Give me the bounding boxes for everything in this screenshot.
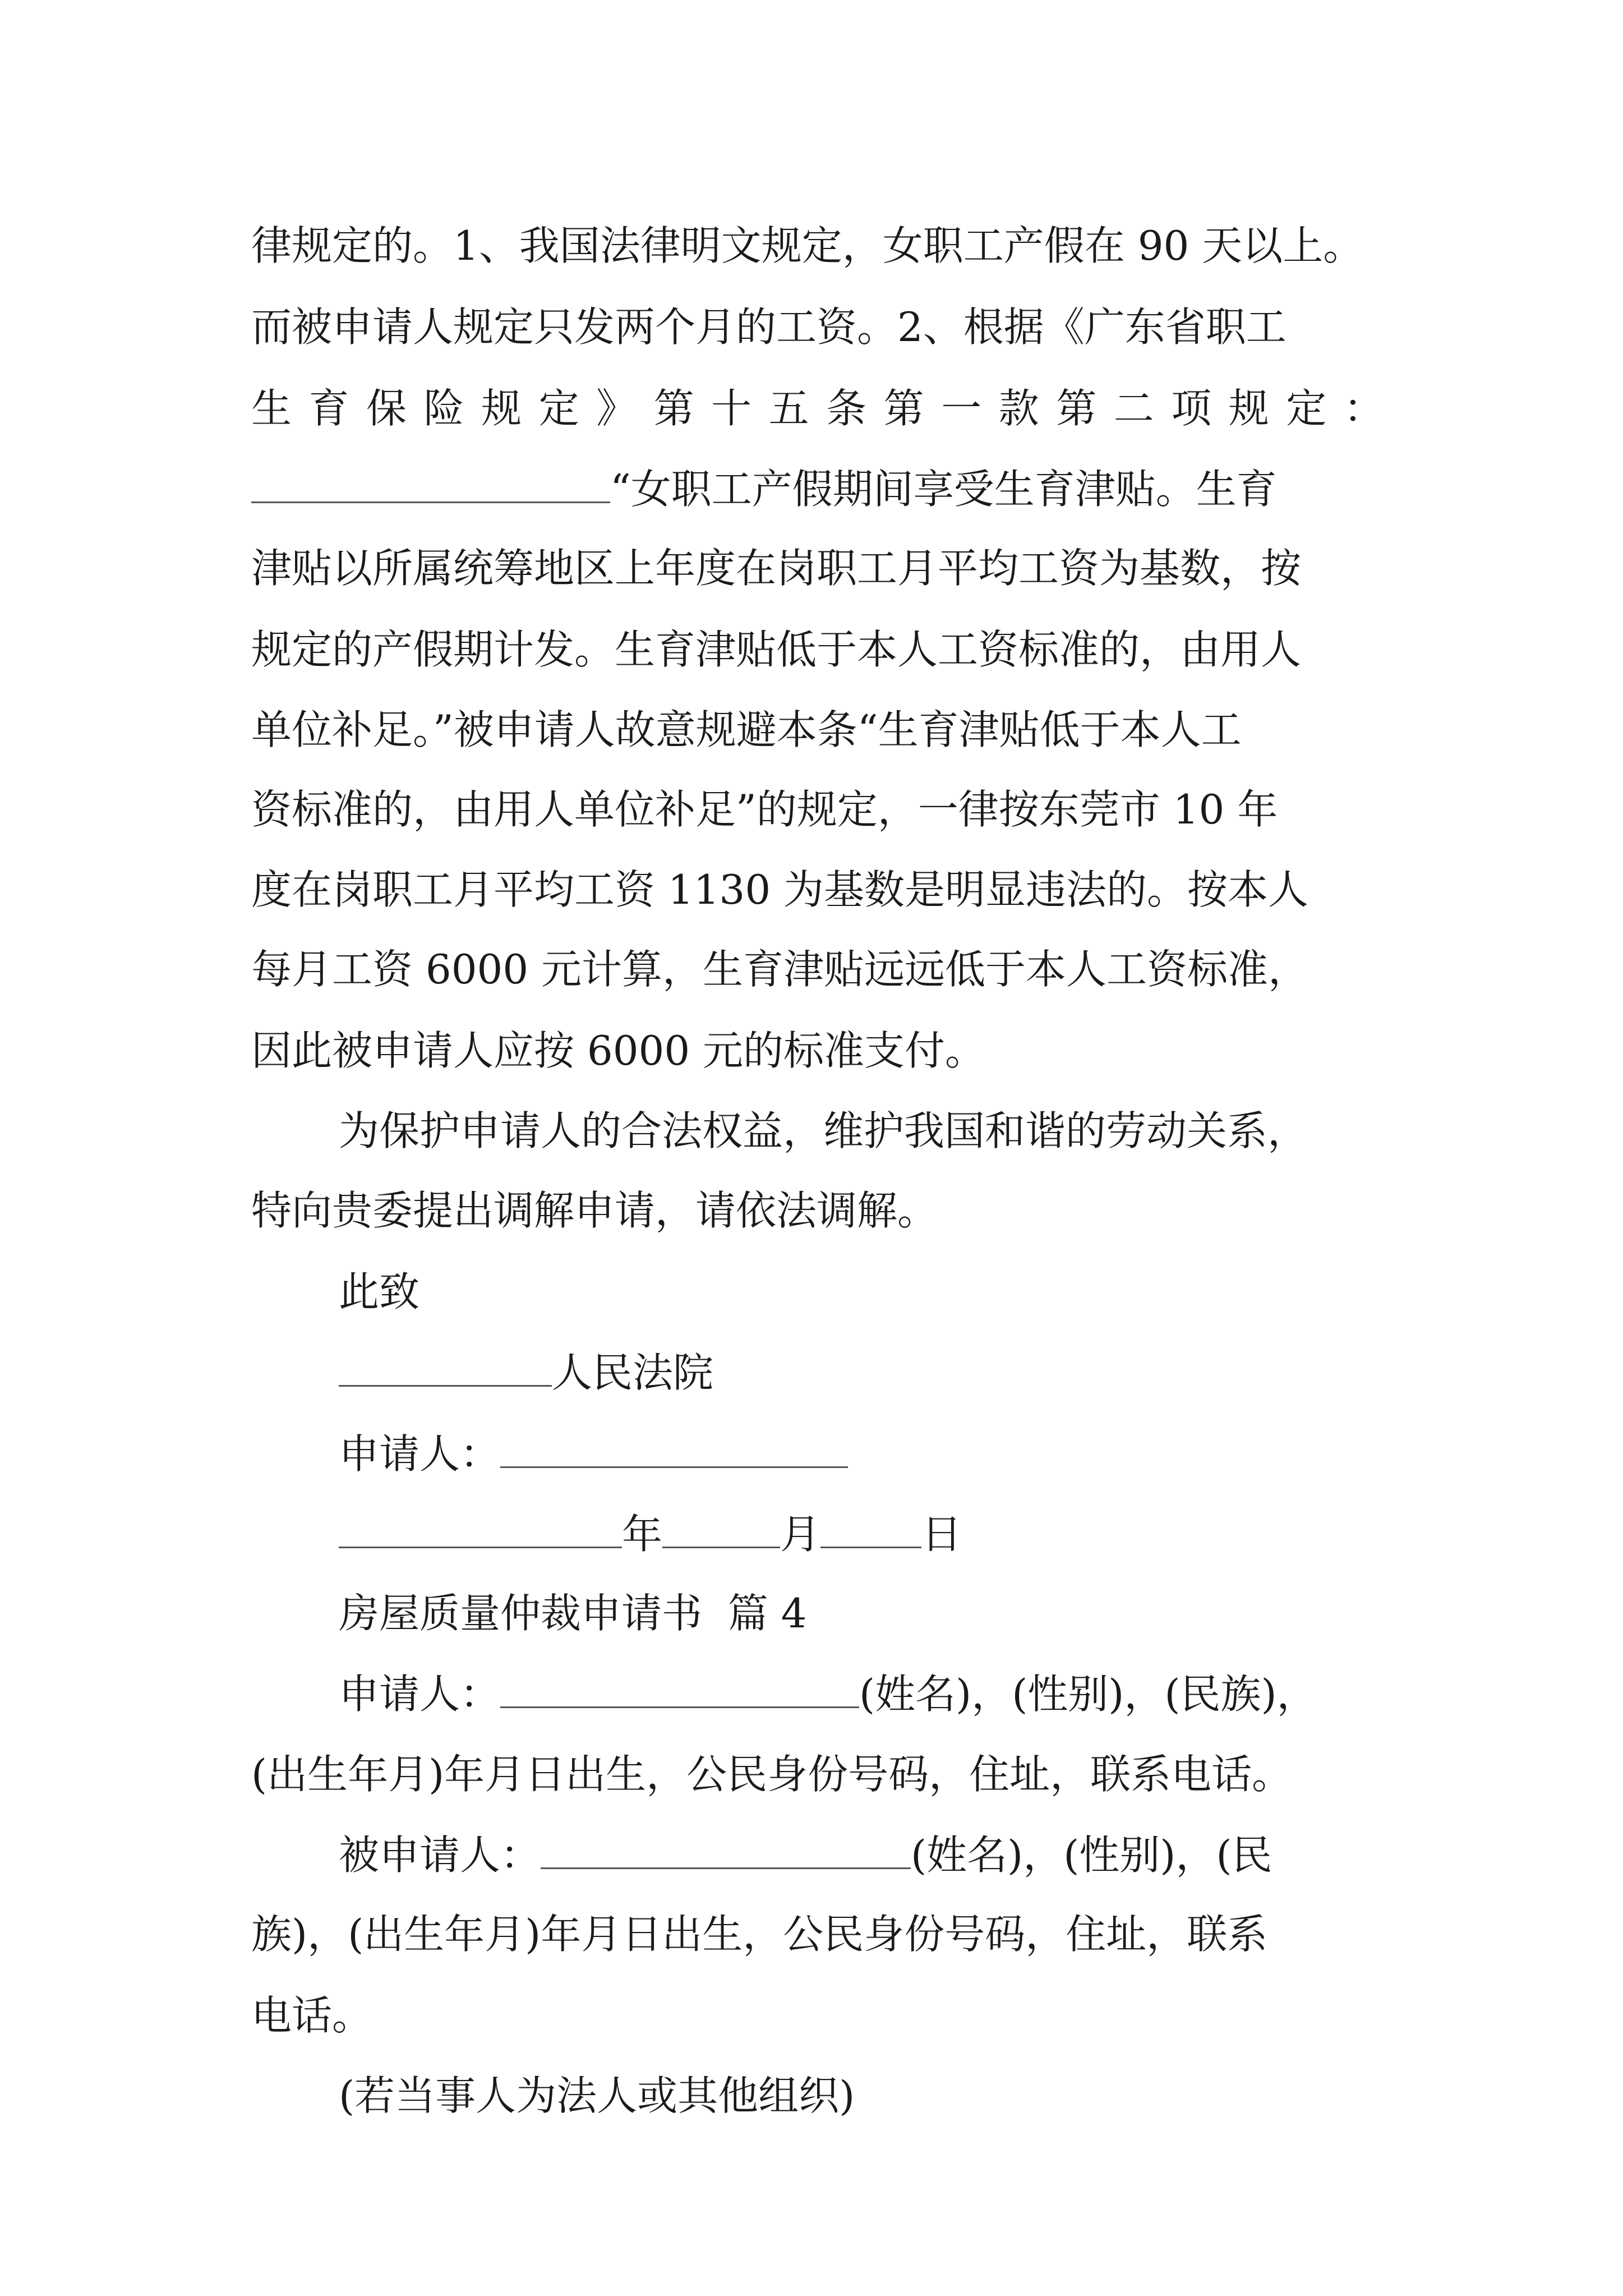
paragraph-line: 而被申请人规定只发两个月的工资。2、根据《广东省职工 [251, 303, 1287, 351]
respondent-label: 被申请人： [339, 1832, 541, 1879]
justified-char: 款 [998, 385, 1039, 432]
section-title: 房屋质量仲裁申请书 篇 4 [339, 1590, 807, 1637]
paragraph-line: 特向贵委提出调解申请，请依法调解。 [251, 1187, 938, 1234]
justified-char: 二 [1113, 385, 1154, 432]
applicant-label: 申请人： [339, 1671, 501, 1718]
justified-char: 第 [883, 385, 924, 432]
court-name-blank[interactable] [339, 1345, 552, 1387]
justified-char: 条 [826, 385, 867, 432]
justified-char: 》 [596, 385, 637, 432]
paragraph-line: 因此被申请人应按 6000 元的标准支付。 [251, 1027, 986, 1074]
fill-blank[interactable] [251, 461, 610, 503]
applicant-label: 申请人： [339, 1430, 501, 1478]
court-line [339, 1345, 713, 1398]
month-blank[interactable] [662, 1506, 780, 1548]
year-blank[interactable] [339, 1506, 622, 1548]
applicant-blank[interactable] [500, 1426, 848, 1468]
paragraph-line: 规定的产假期计发。生育津贴低于本人工资标准的，由用人 [251, 626, 1302, 673]
paragraph-line: 度在岗职工月平均工资 1130 为基数是明显违法的。按本人 [251, 866, 1309, 913]
justified-char: 第 [1056, 385, 1097, 432]
justified-char: ： [1343, 385, 1384, 432]
date-line [339, 1506, 962, 1560]
justified-char: 定 [538, 385, 579, 432]
applicant-info-line [339, 1666, 1317, 1720]
justified-char: 项 [1171, 385, 1212, 432]
justified-char: 育 [308, 385, 349, 432]
justified-char: 规 [481, 385, 522, 432]
respondent-info-line [339, 1827, 1272, 1881]
justified-char: 规 [1228, 385, 1269, 432]
justified-char: 定 [1286, 385, 1327, 432]
quote-text: “女职工产假期间享受生育津贴。生育 [610, 466, 1277, 513]
paragraph-line: 为保护申请人的合法权益，维护我国和谐的劳动关系， [339, 1107, 1308, 1154]
respondent-fields: (姓名)，(性别)，(民 [911, 1832, 1272, 1879]
justified-char: 五 [768, 385, 809, 432]
applicant-name-blank[interactable] [500, 1666, 859, 1708]
justified-char: 一 [941, 385, 982, 432]
paragraph-line: 族)，(出生年月)年月日出生，公民身份号码，住址，联系 [251, 1911, 1268, 1958]
paragraph-line: 律规定的。1、我国法律明文规定，女职工产假在 90 天以上。 [251, 222, 1364, 269]
justified-char: 保 [366, 385, 407, 432]
justified-char: 第 [653, 385, 694, 432]
day-blank[interactable] [820, 1506, 921, 1548]
paragraph-line-justified [251, 381, 1384, 435]
respondent-name-blank[interactable] [541, 1827, 911, 1869]
applicant-fields: (姓名)，(性别)，(民族)， [859, 1671, 1317, 1718]
paragraph-line: 津贴以所属统筹地区上年度在岗职工月平均工资为基数，按 [251, 545, 1302, 592]
applicant-sign-line [339, 1426, 848, 1480]
paragraph-line: 每月工资 6000 元计算，生育津贴远远低于本人工资标准， [251, 946, 1309, 993]
justified-char: 险 [423, 385, 464, 432]
note-line: (若当事人为法人或其他组织) [339, 2072, 855, 2119]
paragraph-line [251, 461, 1277, 515]
day-label: 日 [921, 1511, 962, 1558]
paragraph-line: 单位补足。”被申请人故意规避本条“生育津贴低于本人工 [251, 706, 1242, 753]
paragraph-line: 电话。 [251, 1992, 373, 2039]
justified-char: 十 [711, 385, 752, 432]
justified-char: 生 [251, 385, 292, 432]
month-label: 月 [780, 1511, 821, 1558]
salutation: 此致 [339, 1268, 420, 1315]
paragraph-line: 资标准的，由用人单位补足”的规定，一律按东莞市 10 年 [251, 786, 1278, 833]
court-label: 人民法院 [552, 1349, 714, 1396]
paragraph-line: (出生年月)年月日出生，公民身份号码，住址，联系电话。 [251, 1751, 1293, 1798]
year-label: 年 [622, 1511, 663, 1558]
